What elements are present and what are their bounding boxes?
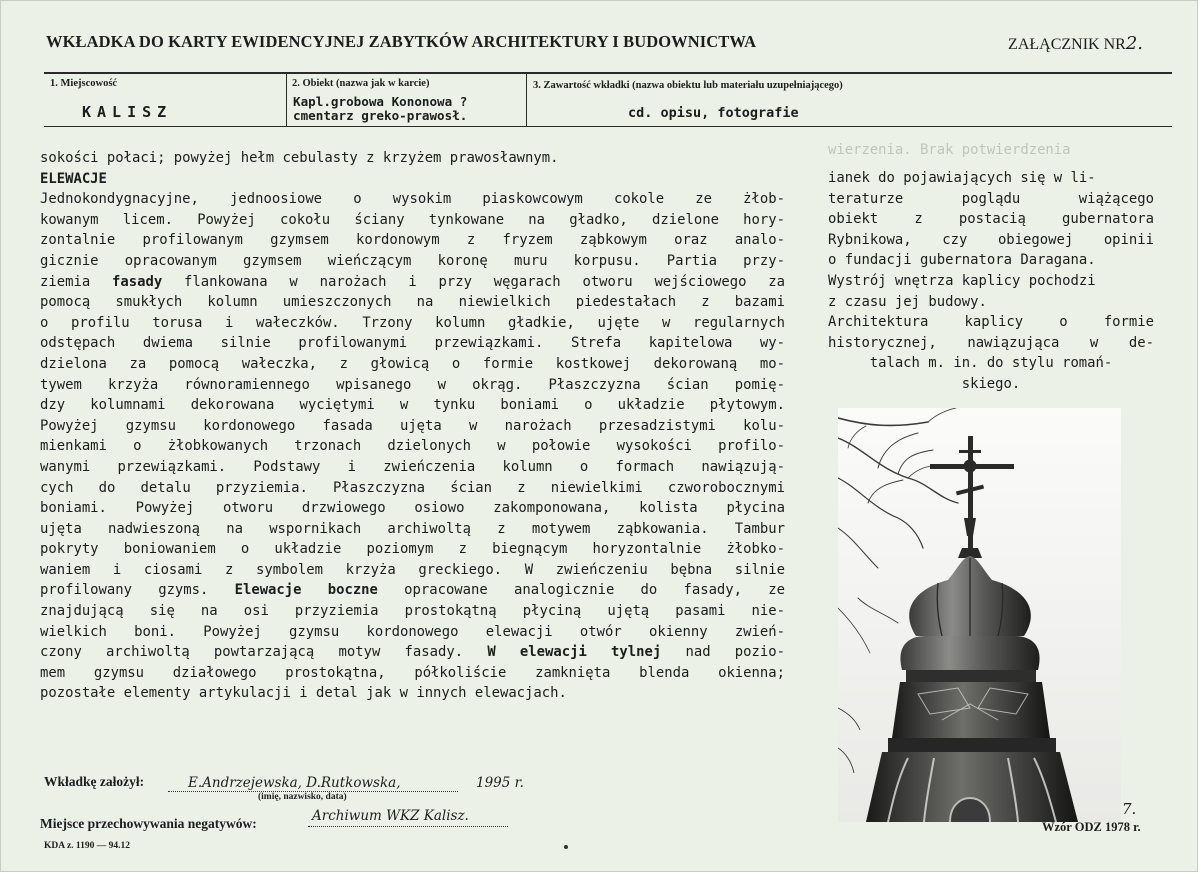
header-rule-bottom (44, 126, 1172, 127)
object-label: 2. Obiekt (nazwa jak w karcie) (292, 78, 430, 89)
text-line: Rybnikowa, czy obiegowej opinii (828, 231, 1154, 248)
bleed-through-text: wierzenia. Brak potwierdzenia (828, 142, 1071, 158)
punch-mark (564, 845, 568, 849)
annex-number: 2. (1125, 33, 1143, 54)
text-line: odstępach dwiema silnie profilowanymi przewiązkami. Strefa kapitelowa wy- (40, 335, 785, 352)
description-text (40, 148, 785, 704)
text-line: pomocą smukłych kolumn umieszczonych na niewielkich piedestałach z bazami (40, 294, 785, 311)
form-model: Wzór ODZ 1978 r. (1042, 820, 1141, 834)
text-span: flankowana w narożach i przy węgarach otworu wejściowego za (184, 273, 785, 290)
contents-label: 3. Zawartość wkładki (nazwa obiektu lub materiału uzupełniającego) (533, 80, 843, 91)
text-line: Architektura kaplicy o formie (828, 314, 1154, 331)
section-heading (40, 169, 785, 190)
text-line: znajdującą się na osi przyziemia prostokątną płyciną ujętą pasami nie- (40, 603, 785, 620)
text-line: wielkich boni. Powyżej gzymsu kordonowego elewacji otwór okienny zwień- (40, 623, 785, 640)
text-line: boniami. Powyżej otworu drzwiowego osiowo zakomponowana, kolista płycina (40, 500, 785, 517)
field-divider-2 (526, 73, 527, 127)
text-line: pokryty boniowaniem o układzie poziomym z biegnącym horyzontalnie żłobko- (40, 541, 785, 558)
object-value-line-2: cmentarz greko-prawosł. (293, 108, 468, 123)
text-line: gicznie opracowanym gzymsem wieńczącym koronę muru korpusu. Partia przy- (40, 252, 785, 269)
bold-term: W elewacji tylnej (487, 644, 662, 661)
text-line: Wystrój wnętrza kaplicy pochodzi (828, 272, 1096, 289)
text-line: teraturze poglądu wiążącego (828, 190, 1154, 207)
locality-value: KALISZ (82, 103, 173, 121)
text-line (40, 642, 785, 663)
negatives-storage-label: Miejsce przechowywania negatywów: (40, 816, 257, 831)
text-span: jących się w li- (961, 170, 1096, 186)
print-code: KDA z. 1190 — 94.12 (44, 841, 131, 851)
text-line: talach m. in. do stylu romań- (869, 355, 1113, 372)
heading-text: ELEWACJE (40, 170, 107, 187)
field-divider-1 (286, 73, 287, 127)
text-line: zontalnie profilowanym gzymsem kordonowym z fryzem ząbkowym oraz analo- (40, 232, 785, 249)
text-span: czony archiwoltą powtarzającą motyw fasady. (40, 644, 464, 661)
dome-illustration (838, 408, 1121, 822)
text-line: pozostałe elementy artykulacji i detal jak w innych elewacjach. (40, 685, 567, 702)
text-line: tywem krzyża równoramiennego wpisanego w okrąg. Płaszczyzna ścian pomię- (40, 376, 785, 393)
text-span: nad pozio- (685, 644, 785, 661)
text-line (40, 580, 785, 601)
text-line: mienkami o żłobkowanych trzonach dzielonych w połowie wysokości profilo- (40, 438, 785, 455)
text-line: historycznej, nawiązująca w de- (828, 334, 1154, 351)
object-value-line-1: Kapl.grobowa Kononowa ? (293, 94, 468, 109)
created-by-note: (imię, nazwisko, data) (258, 792, 347, 802)
text-span: ianek do pojawia (828, 170, 962, 186)
bold-term: fasady (112, 273, 163, 290)
text-line: obiekt z postacią gubernatora (828, 211, 1154, 228)
text-line: ujęta nadwieszoną na wspornikach archiwoltą z motywem ząbkowania. Tambur (40, 520, 785, 537)
storage-underline (308, 826, 508, 827)
annex-label-text: ZAŁĄCZNIK NR (1008, 36, 1126, 53)
bold-term: Elewacje boczne (234, 582, 378, 599)
photo-number: 7. (1122, 800, 1137, 818)
text-line: Powyżej gzymsu kordonowego fasada ujęta w narożach przesadzistymi kolu- (40, 417, 785, 434)
text-span: ziemia (40, 273, 91, 290)
text-line: wanymi przewiązkami. Podstawy i zwieńczenia kolumn o formach nawiązują- (40, 458, 785, 475)
text-span: profilowany gzyms. (40, 582, 209, 599)
text-span: opracowane analogicznie do fasady, ze (404, 582, 785, 599)
header-rule-top (44, 72, 1172, 74)
text-line: waniem i ciosami z symbolem krzyża greckiego. W zwieńczeniu bębna silnie (40, 561, 785, 578)
created-by-label: Wkładkę założył: (44, 774, 145, 789)
text-line: mem gzymsu działowego prostokątna, półkoliście zamknięta blenda okienna; (40, 664, 785, 681)
text-line (828, 168, 1154, 189)
description-continuation (828, 168, 1154, 395)
text-line: o fundacji gubernatora Daragana. (828, 252, 1096, 269)
text-line: dzy kolumnami dekorowana wyciętymi w tynku boniami o układzie płytowym. (40, 397, 785, 414)
document-title: WKŁADKA DO KARTY EWIDENCYJNEJ ZABYTKÓW ARCHITEKTURY I BUDOWNICTWA (46, 32, 757, 51)
text-line: cych do detalu przyziemia. Płaszczyzna ścian z niewielkimi czworobocznymi (40, 479, 785, 496)
created-by-value: E.Andrzejewska, D.Rutkowska, (188, 775, 401, 791)
text-line: Jednokondygnacyjne, jednoosiowe o wysokim piaskowcowym cokole ze żłob- (40, 191, 785, 208)
text-line: z czasu jej budowy. (828, 293, 987, 310)
text-line: dzielona za pomocą wałeczka, z głowicą o formie kostkowej dekorowaną mo- (40, 355, 785, 372)
negatives-storage-value: Archiwum WKZ Kalisz. (312, 808, 469, 824)
text-line: o profilu torusa i wałeczków. Trzony kolumn gładkie, ujęte w regularnych (40, 314, 785, 331)
contents-value: cd. opisu, fotografie (628, 105, 799, 121)
chapel-dome-photo (838, 408, 1121, 822)
text-line: kowanym licem. Powyżej cokołu ściany tynkowane na gładko, dzielone hory- (40, 211, 785, 228)
text-line: sokości połaci; powyżej hełm cebulasty z krzyżem prawosławnym. (40, 150, 559, 166)
created-year: 1995 r. (476, 775, 524, 791)
text-line (40, 272, 785, 293)
annex-label (1008, 33, 1143, 54)
text-line: skiego. (961, 375, 1021, 392)
locality-label: 1. Miejscowość (50, 78, 118, 89)
